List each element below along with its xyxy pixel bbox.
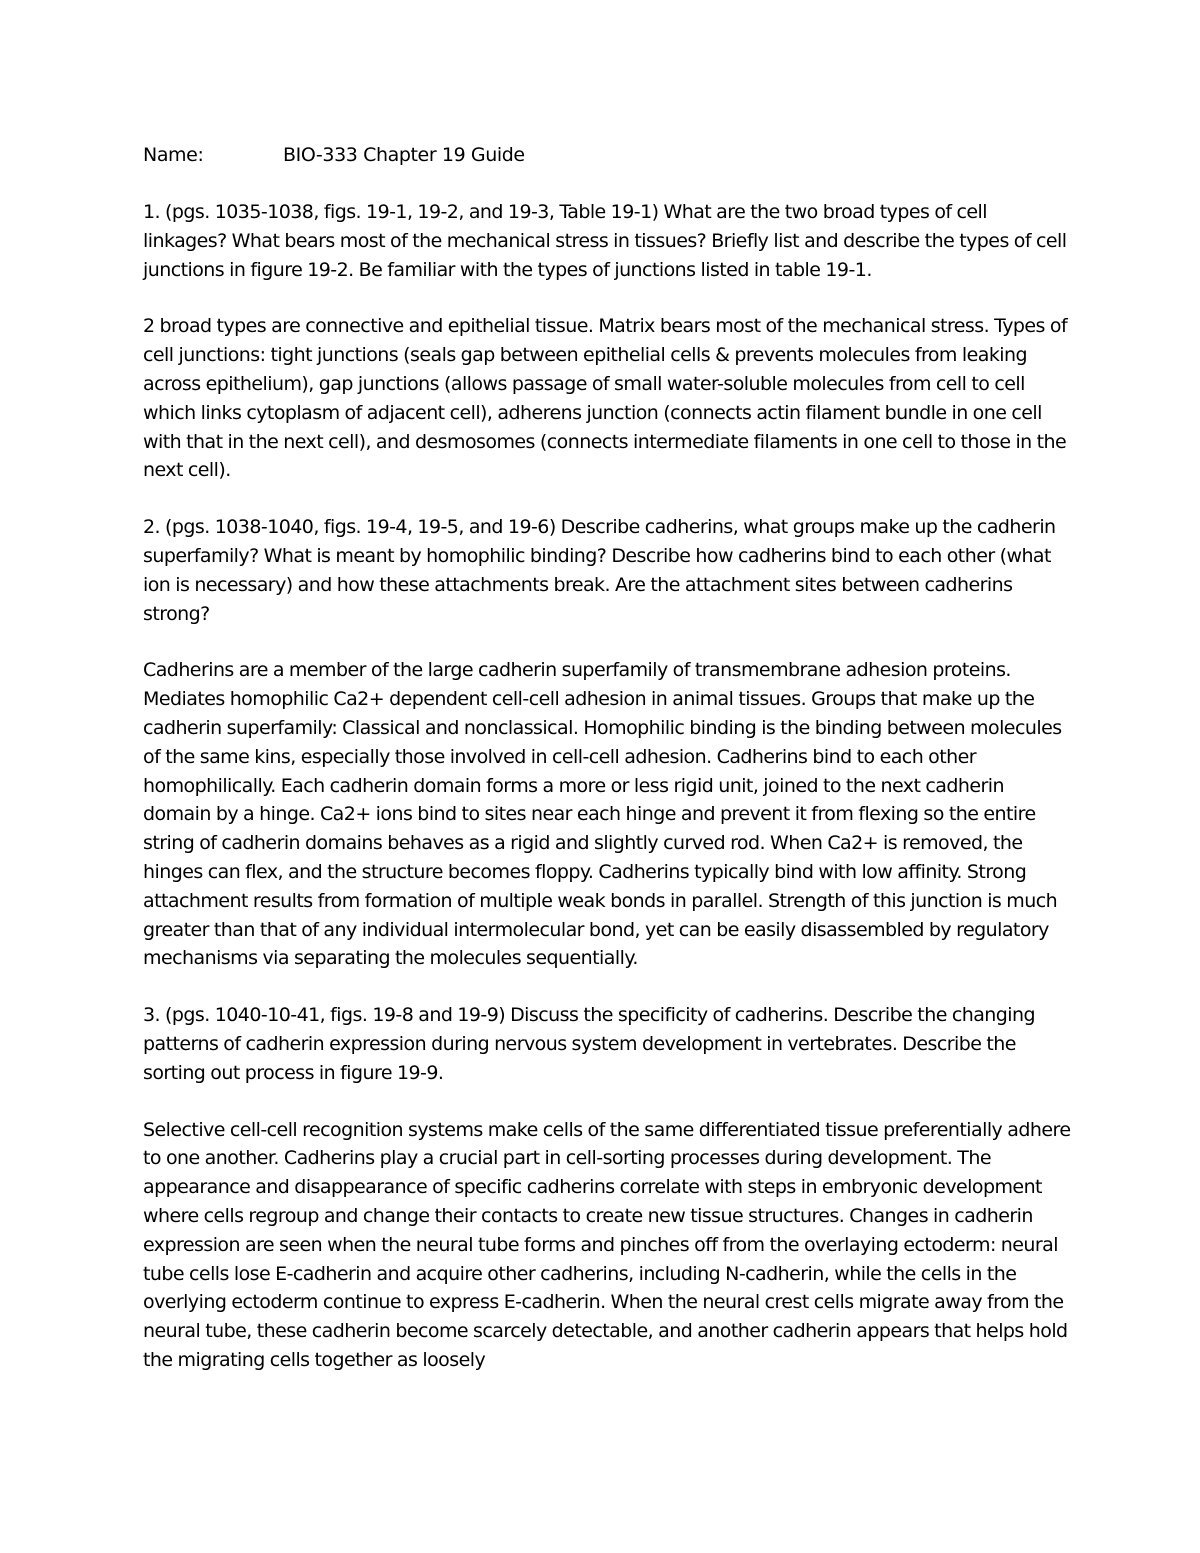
question-1: 1. (pgs. 1035-1038, figs. 19-1, 19-2, and 19-3, Table 19-1) What are the two broad types of cell linkages? What bears most of the mechanical stress in tissues? Briefly list and describe the types of cell junctions in figure 19-2. Be familiar with the types of junctions listed in table 19-1.: [143, 201, 1067, 281]
answer-1: 2 broad types are connective and epithelial tissue. Matrix bears most of the mechanical stress. Types of cell junctions: tight junctions (seals gap between epithelial cells & prevents molecules from leaking across epithelium), gap junctions (allows passage of small water-soluble molecules from cell to cell which links cytoplasm of adjacent cell), adherens junction (connects actin filament bundle in one cell with that in the next cell), and desmosomes (connects intermediate filaments in one cell to those in the next cell).: [143, 315, 1068, 482]
question-2: 2. (pgs. 1038-1040, figs. 19-4, 19-5, and 19-6) Describe cadherins, what groups make up the cadherin superfamily? What is meant by homophilic binding? Describe how cadherins bind to each other (what ion is necessary) and how these attachments break. Are the attachment sites between cadherins strong?: [143, 516, 1056, 625]
document-page: [143, 141, 1073, 1403]
question-3: 3. (pgs. 1040-10-41, figs. 19-8 and 19-9) Discuss the specificity of cadherins. Describe the changing patterns of cadherin expression during nervous system development in vertebrates. Describe the sorting out process in figure 19-9.: [143, 1004, 1036, 1084]
document-header: [143, 141, 1073, 170]
answer-2: Cadherins are a member of the large cadherin superfamily of transmembrane adhesion proteins. Mediates homophilic Ca2+ dependent cell-cell adhesion in animal tissues. Groups that make up the cadherin superfamily: Classical and nonclassical. Homophilic binding is the binding between molecules of the same kins, especially those involved in cell-cell adhesion. Cadherins bind to each other homophilically. Each cadherin domain forms a more or less rigid unit, joined to the next cadherin domain by a hinge. Ca2+ ions bind to sites near each hinge and prevent it from flexing so the entire string of cadherin domains behaves as a rigid and slightly curved rod. When Ca2+ is removed, the hinges can flex, and the structure becomes floppy. Cadherins typically bind with low affinity. Strong attachment results from formation of multiple weak bonds in parallel. Strength of this junction is much greater than that of any individual intermolecular bond, yet can be easily disassembled by regulatory mechanisms via separating the molecules sequentially.: [143, 659, 1062, 970]
name-label: Name:: [143, 144, 204, 166]
answer-3: Selective cell-cell recognition systems make cells of the same differentiated tissue preferentially adhere to one another. Cadherins play a crucial part in cell-sorting processes during development. The appearance and disappearance of specific cadherins correlate with steps in embryonic development where cells regroup and change their contacts to create new tissue structures. Changes in cadherin expression are seen when the neural tube forms and pinches off from the overlaying ectoderm: neural tube cells lose E-cadherin and acquire other cadherins, including N-cadherin, while the cells in the overlying ectoderm continue to express E-cadherin. When the neural crest cells migrate away from the neural tube, these cadherin become scarcely detectable, and another cadherin appears that helps hold the migrating cells together as loosely: [143, 1118, 1071, 1371]
course-title: BIO-333 Chapter 19 Guide: [283, 144, 525, 166]
